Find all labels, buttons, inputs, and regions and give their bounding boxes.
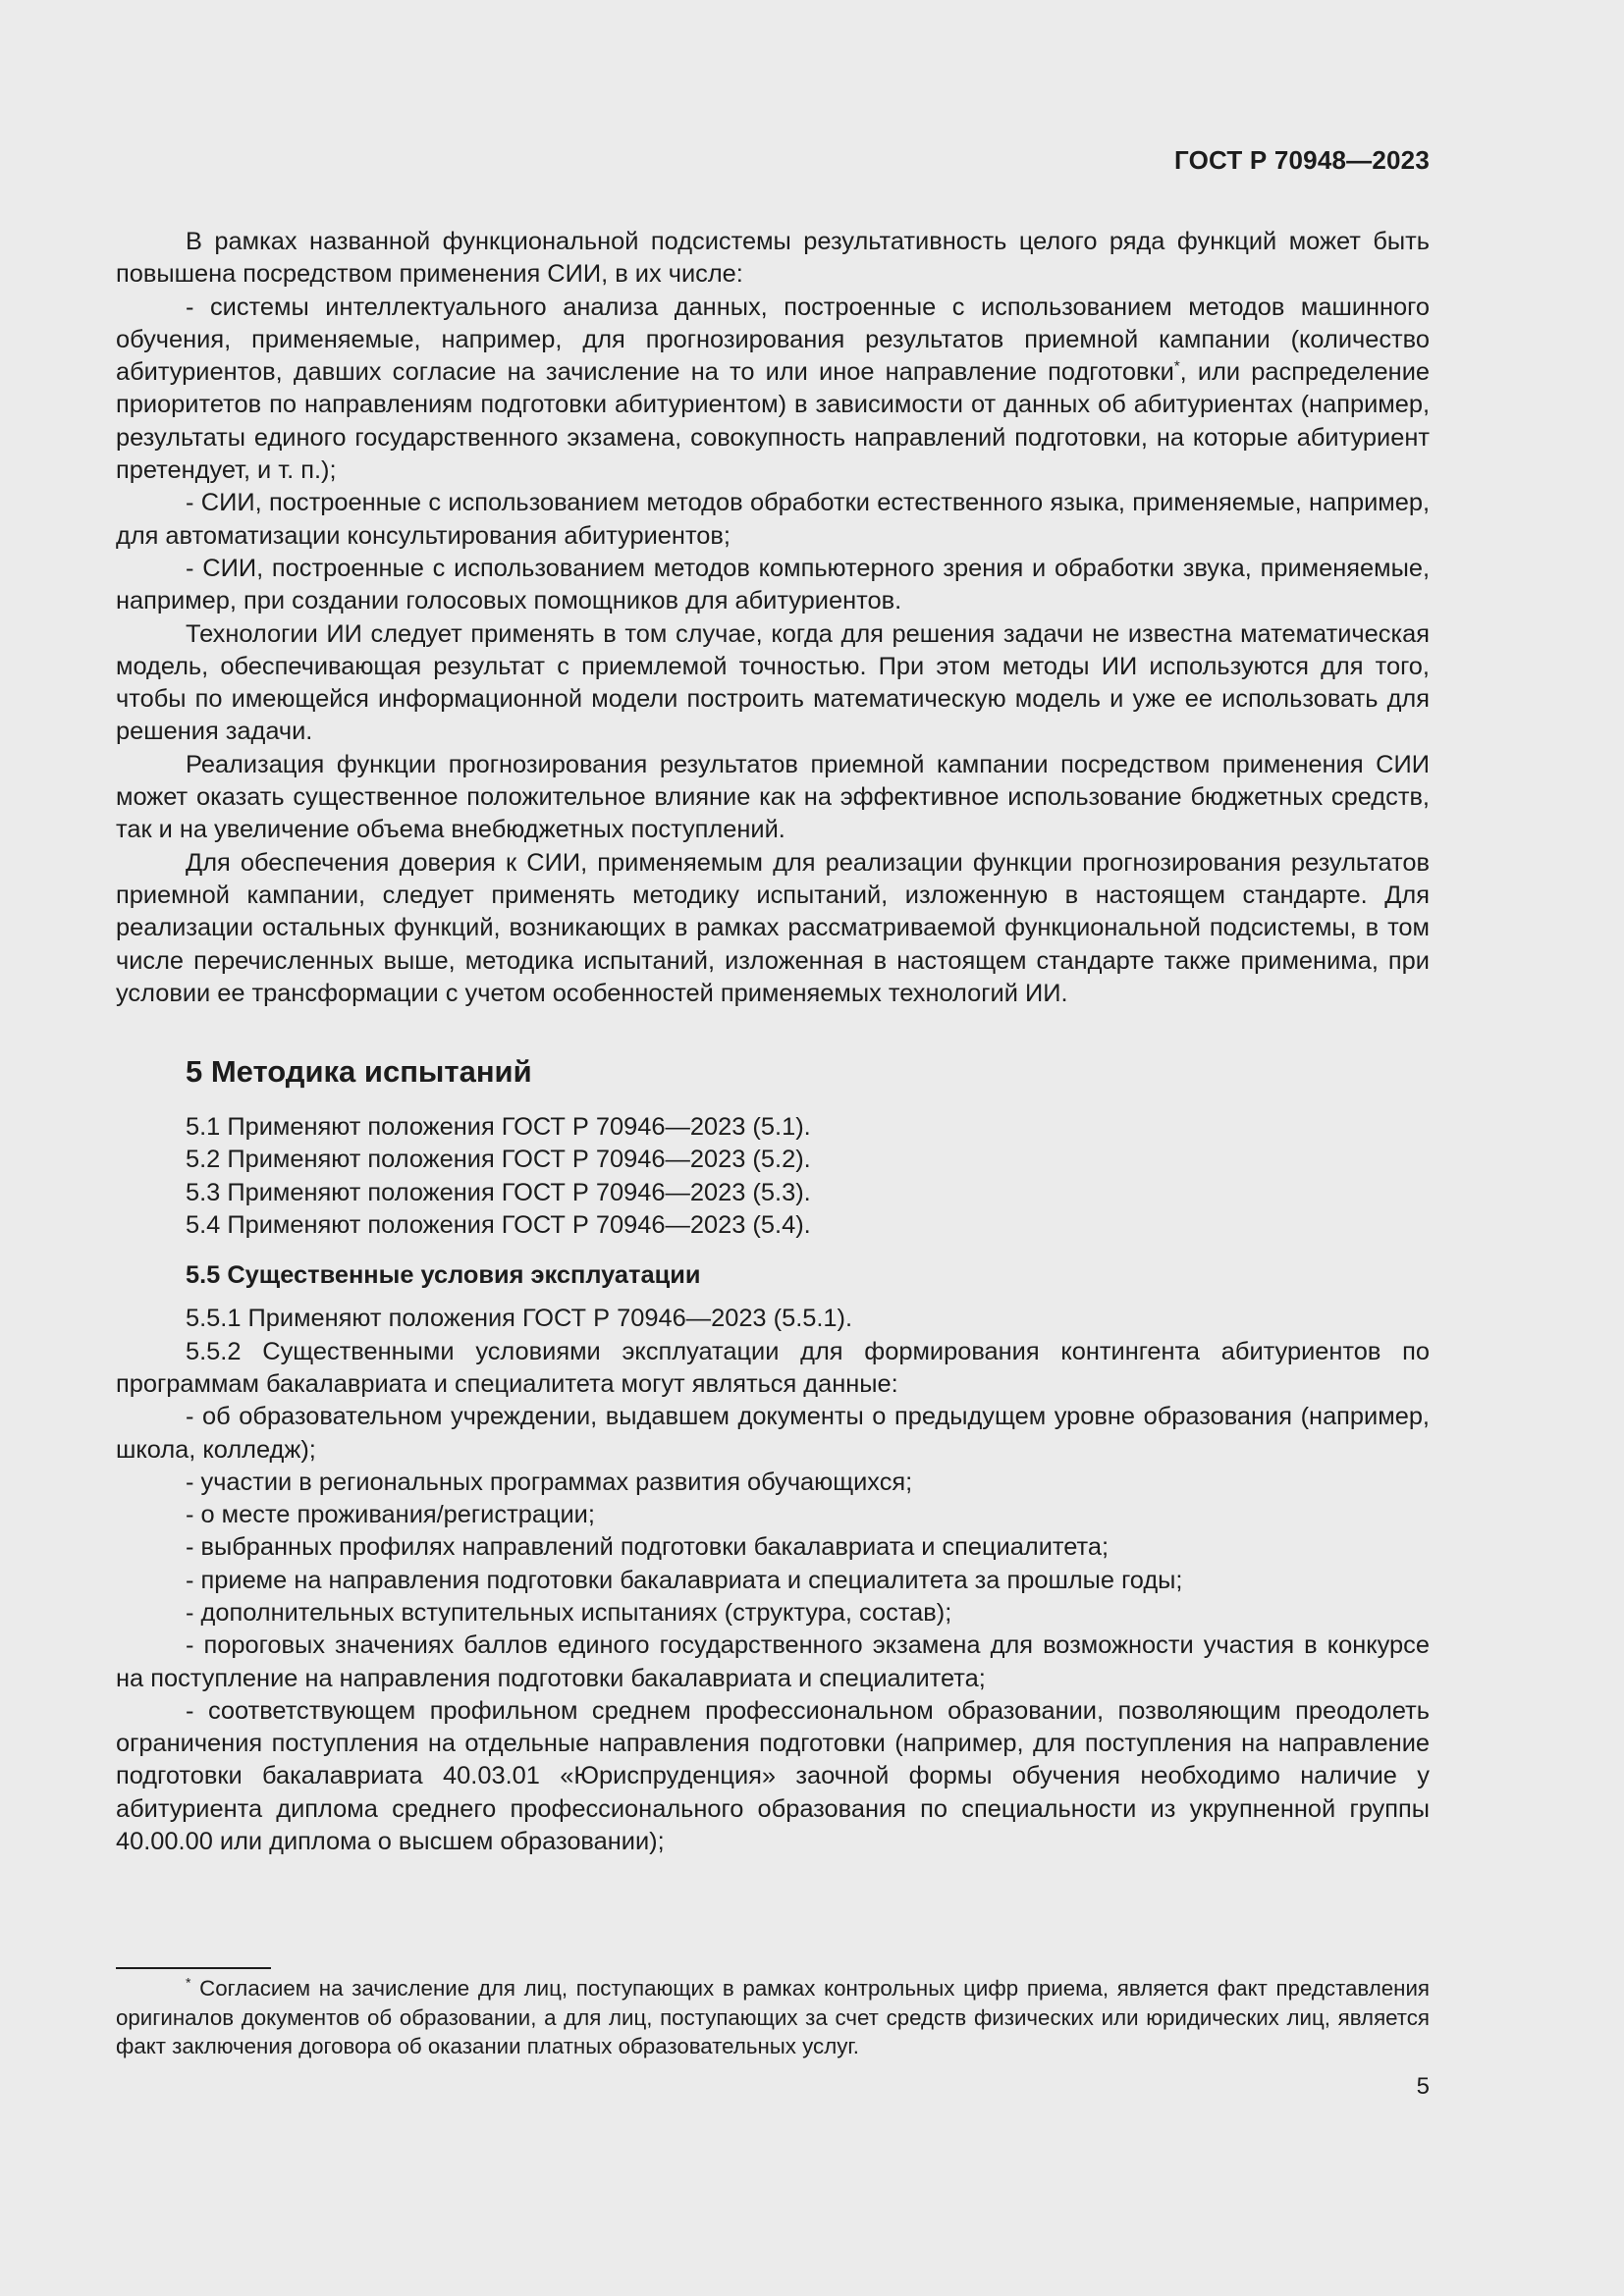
page-number: 5 xyxy=(1416,2073,1430,2100)
clause-5-1: 5.1 Применяют положения ГОСТ Р 70946—2023 (5.1). xyxy=(186,1113,811,1142)
main-text xyxy=(116,226,1430,1858)
list-item: - соответствующем профильном среднем профессиональном образовании, позволяющим преодолеть ограничения поступления на отдельные направления подготовки (например, для поступления на направление подготовки бакалавриата 40.03.01 «Юриспруденция» заочной формы обучения необходимо наличие у абитуриента диплома среднего профессионального образования по специальности из укрупненной группы 40.00.00 или диплома о высшем образовании); xyxy=(116,1696,1430,1856)
paragraph-intro: В рамках названной функциональной подсистемы результативность целого ряда функций может быть повышена посредством применения СИИ, в их числе: xyxy=(116,228,1430,289)
footnote xyxy=(116,1974,1430,2061)
footnote-divider xyxy=(116,1967,271,1969)
footnote-mark: * xyxy=(186,1974,191,1991)
bullet-text-part1: - системы интеллектуального анализа данных, построенные с использованием методов машинного обучения, применяемые, например, для прогнозирования результатов приемной кампании (количество абитуриентов, давших согласие на зачисление на то или иное направление подготовки xyxy=(116,293,1430,387)
paragraph-trust: Для обеспечения доверия к СИИ, применяемым для реализации функции прогнозирования результатов приемной кампании, следует применять методику испытаний, изложенную в настоящем стандарте. Для реализации остальных функций, возникающих в рамках рассматриваемой функциональной подсистемы, в том числе перечисленных выше, методика испытаний, изложенная в настоящем стандарте также применима, при условии ее трансформации с учетом особенностей применяемых технологий ИИ. xyxy=(116,848,1430,1007)
bullet-computer-vision: - СИИ, построенные с использованием методов компьютерного зрения и обработки звука, применяемые, например, при создании голосовых помощников для абитуриентов. xyxy=(116,554,1430,615)
bullet-text-part2: , или распределение приоритетов по направлениям подготовки абитуриентом) в зависимости от данных об абитуриентах (например, результаты единого государственного экзамена, совокупность направлений подготовки, на которые абитуриент претендует, и т. п.); xyxy=(116,358,1430,485)
document-code-header: ГОСТ Р 70948—2023 xyxy=(1174,145,1430,175)
bullet-data-mining xyxy=(116,292,1430,488)
list-item: - приеме на направления подготовки бакалавриата и специалитета за прошлые годы; xyxy=(186,1566,1183,1594)
clause-5-2: 5.2 Применяют положения ГОСТ Р 70946—2023 (5.2). xyxy=(186,1146,811,1174)
list-item: - пороговых значениях баллов единого государственного экзамена для возможности участия в конкурсе на поступление на направления подготовки бакалавриата и специалитета; xyxy=(116,1631,1430,1692)
list-item: - участии в региональных программах развития обучающихся; xyxy=(186,1468,913,1496)
list-item: - об образовательном учреждении, выдавшем документы о предыдущем уровне образования (например, школа, колледж); xyxy=(116,1403,1430,1464)
section-title: 5 Методика испытаний xyxy=(186,1054,532,1090)
clause-5-5-1: 5.5.1 Применяют положения ГОСТ Р 70946—2023 (5.5.1). xyxy=(186,1305,853,1333)
footnote-reference-mark: * xyxy=(1173,357,1180,375)
clause-5-3: 5.3 Применяют положения ГОСТ Р 70946—2023 (5.3). xyxy=(186,1178,811,1206)
clause-5-5-2: 5.5.2 Существенными условиями эксплуатации для формирования контингента абитуриентов по программам бакалавриата и специалитета могут являться данные: xyxy=(116,1337,1430,1398)
list-item: - о месте проживания/регистрации; xyxy=(186,1501,595,1529)
footnote-text: Согласием на зачисление для лиц, поступающих в рамках контрольных цифр приема, является факт представления оригиналов документов об образовании, а для лиц, поступающих за счет средств физических или юридических лиц, является факт заключения договора об оказании платных образовательных услуг. xyxy=(116,1976,1430,2058)
list-item: - выбранных профилях направлений подготовки бакалавриата и специалитета; xyxy=(186,1533,1110,1562)
paragraph-ai-technologies: Технологии ИИ следует применять в том случае, когда для решения задачи не известна математическая модель, обеспечивающая результат с приемлемой точностью. При этом методы ИИ используются для того, чтобы по имеющейся информационной модели построить математическую модель и уже ее использовать для решения задачи. xyxy=(116,619,1430,746)
subsection-title: 5.5 Существенные условия эксплуатации xyxy=(186,1261,701,1290)
list-item: - дополнительных вступительных испытаниях (структура, состав); xyxy=(186,1598,952,1627)
bullet-nlp: - СИИ, построенные с использованием методов обработки естественного языка, применяемые, например, для автоматизации консультирования абитуриентов; xyxy=(116,489,1430,550)
paragraph-forecasting-benefit: Реализация функции прогнозирования результатов приемной кампании посредством применения СИИ может оказать существенное положительное влияние как на эффективное использование бюджетных средств, так и на увеличение объема внебюджетных поступлений. xyxy=(116,750,1430,844)
clause-5-4: 5.4 Применяют положения ГОСТ Р 70946—2023 (5.4). xyxy=(186,1211,811,1240)
